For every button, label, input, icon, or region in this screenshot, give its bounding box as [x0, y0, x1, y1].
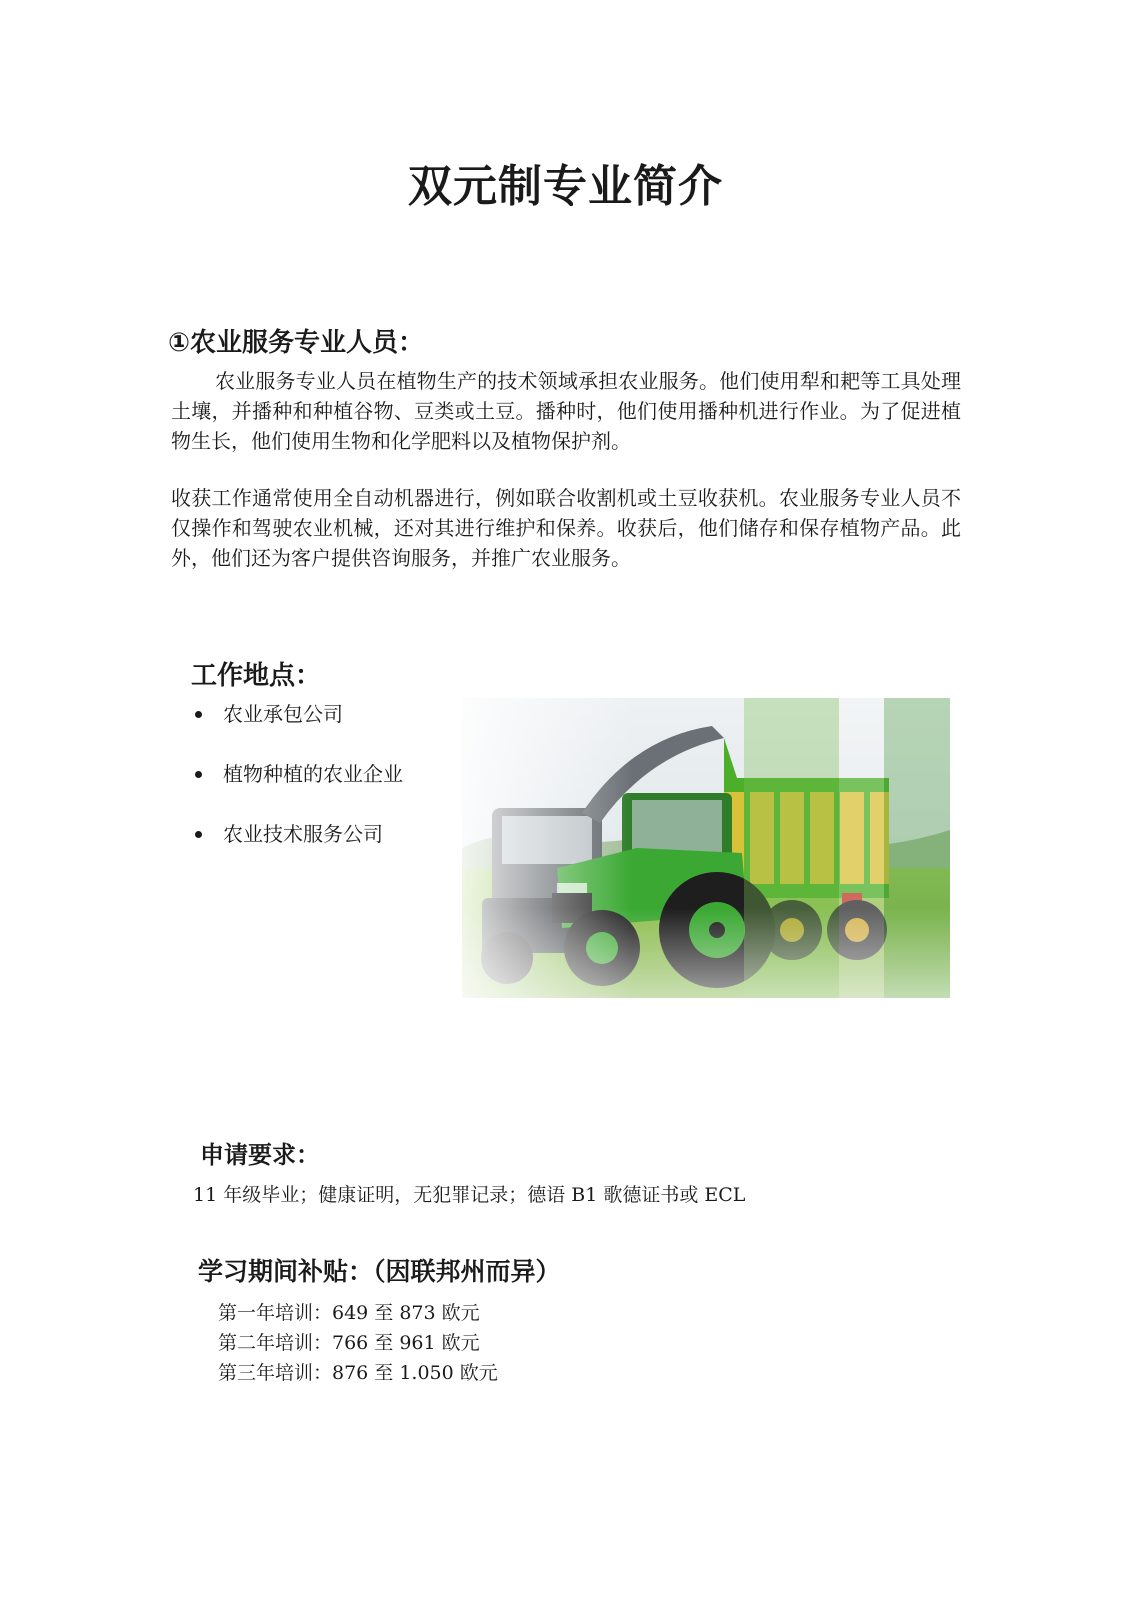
requirements-heading: 申请要求： — [200, 1141, 320, 1169]
allowance-heading: 学习期间补贴：（因联邦州而异） — [198, 1257, 561, 1286]
tractor-icon — [462, 698, 950, 998]
worksite-label: 植物种植的农业企业 — [223, 762, 403, 786]
list-item: 第一年培训：649 至 873 欧元 — [218, 1302, 480, 1324]
tractor-harvester-photo — [462, 698, 950, 998]
list-item — [191, 700, 403, 760]
list-item: 第三年培训：876 至 1.050 欧元 — [218, 1362, 498, 1384]
page-title: 双元制专业简介 — [408, 161, 723, 212]
worksite-label: 农业承包公司 — [223, 702, 343, 726]
list-item — [191, 820, 403, 880]
worksite-label: 农业技术服务公司 — [223, 822, 383, 846]
allowance-list — [218, 1298, 498, 1388]
worksites-list — [191, 700, 403, 880]
bullet-icon — [195, 831, 202, 838]
requirements-text: 11 年级毕业；健康证明，无犯罪记录；德语 B1 歌德证书或 ECL — [193, 1184, 746, 1206]
list-item — [191, 760, 403, 820]
worksites-heading: 工作地点： — [191, 661, 322, 691]
list-item: 第二年培训：766 至 961 欧元 — [218, 1332, 480, 1354]
bullet-icon — [195, 771, 202, 778]
section-heading-agricultural-service: ①农业服务专业人员： — [168, 328, 425, 358]
section-paragraph-1: 农业服务专业人员在植物生产的技术领域承担农业服务。他们使用犁和耙等工具处理土壤，并播种和种植谷物、豆类或土豆。播种时，他们使用播种机进行作业。为了促进植物生长，他们使用生物和化学肥料以及植物保护剂。 — [171, 369, 961, 453]
bullet-icon — [195, 711, 202, 718]
section-paragraph-2: 收获工作通常使用全自动机器进行，例如联合收割机或土豆收获机。农业服务专业人员不仅操作和驾驶农业机械，还对其进行维护和保养。收获后，他们储存和保存植物产品。此外，他们还为客户提供咨询服务，并推广农业服务。 — [171, 486, 961, 570]
